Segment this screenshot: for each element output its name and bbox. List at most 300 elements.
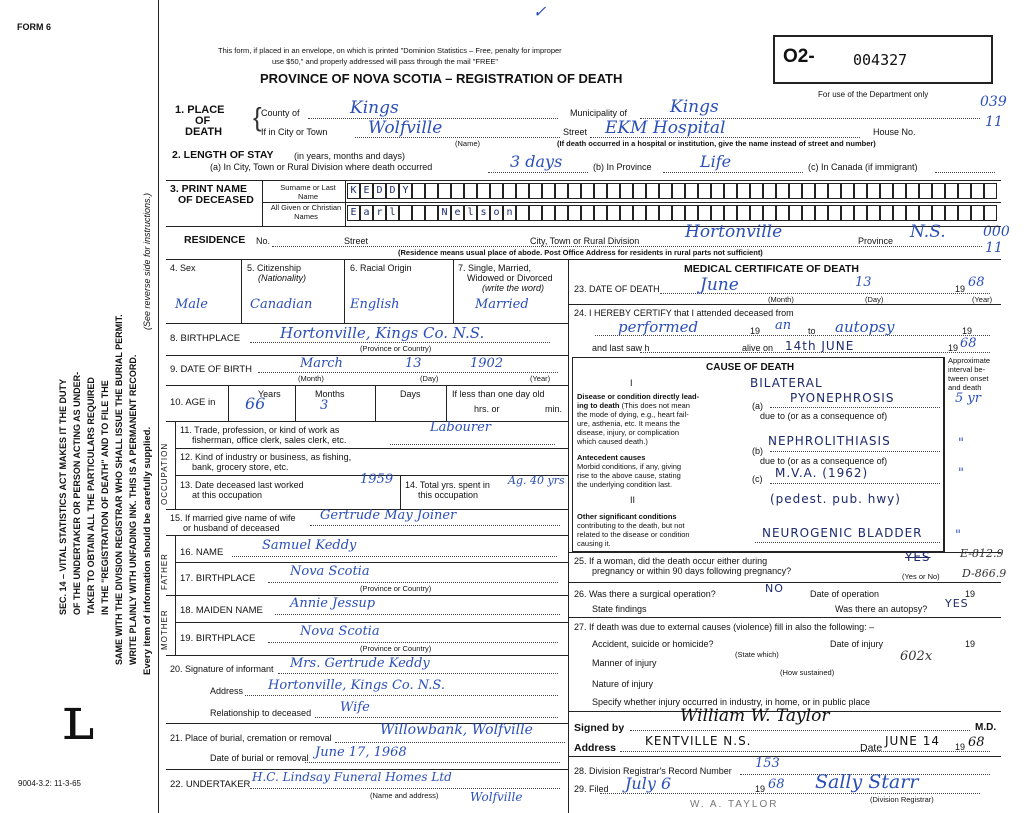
surname-letter-cell <box>880 183 893 199</box>
code-1: E-812.9 <box>960 547 1004 560</box>
surname-letter-cell <box>555 183 568 199</box>
side-text-3: TAKER TO OBTAIN ALL THE PARTICULARS REQUIRED <box>86 377 96 615</box>
surname-letter-cell <box>724 183 737 199</box>
age-days-label: Days <box>400 389 421 399</box>
q23-year-note: (Year) <box>972 295 993 304</box>
q29-19: 19 <box>755 784 766 794</box>
envelope-note-1: This form, if placed in an envelope, on which is printed "Dominion Statistics – Free, penalty for improper <box>218 46 562 55</box>
nature-label: Nature of injury <box>592 679 654 689</box>
stay-a-label: (a) In City, Town or Rural Division where death occurred <box>210 162 433 172</box>
stay-b-label: (b) In Province <box>593 162 652 172</box>
length-of-stay-label: 2. LENGTH OF STAY <box>172 149 274 161</box>
surname-letter-cell <box>815 183 828 199</box>
age-min-label: min. <box>545 404 563 414</box>
surname-letter-cell <box>685 183 698 199</box>
injury-19: 19 <box>965 639 976 649</box>
side-text-5: SAME WITH THE DIVISION REGISTRAR WHO SHALL ISSUE THE BURIAL PERMIT. <box>114 314 124 665</box>
q14-value: Ag. 40 yrs <box>508 474 565 487</box>
hospital-note: (If death occurred in a hospital or institution, give the name instead of street and number) <box>557 139 876 148</box>
q12b-label: bank, grocery store, etc. <box>192 462 289 472</box>
dob-year: 1902 <box>470 356 504 371</box>
surname-letter-cell <box>867 183 880 199</box>
surname-letter-cell: E <box>360 183 373 199</box>
dob-month-note: (Month) <box>298 374 324 383</box>
burial-date-label: Date of burial or removal <box>210 753 309 763</box>
surname-letter-cell <box>672 183 685 199</box>
q28-value: 153 <box>755 756 780 771</box>
occupation-side-label: OCCUPATION <box>160 442 169 505</box>
marital-value: Married <box>475 297 529 312</box>
given-letter-cell: l <box>464 205 477 221</box>
cause-other: NEUROGENIC BLADDER <box>762 526 923 540</box>
given-letter-cell <box>685 205 698 221</box>
q15-label: 15. If married give name of wife <box>170 513 296 523</box>
cause-b: NEPHROLITHIASIS <box>768 434 891 448</box>
form-number: FORM 6 <box>17 22 52 32</box>
given-letter-cell <box>893 205 906 221</box>
q27-label: 27. If death was due to external causes (violence) fill in also the following: – <box>574 622 875 632</box>
q11-value: Labourer <box>430 420 492 435</box>
given-letter-cell <box>932 205 945 221</box>
q13b-label: at this occupation <box>192 490 263 500</box>
stay-a-value: 3 days <box>510 152 563 171</box>
given-letter-cell: o <box>490 205 503 221</box>
given-letter-cell: s <box>477 205 490 221</box>
q23-month: June <box>700 275 739 295</box>
surname-letter-cell <box>841 183 854 199</box>
citizenship-label: 5. Citizenship <box>247 263 302 273</box>
given-letter-cell <box>763 205 776 221</box>
side-text-8: (See reverse side for instructions.) <box>142 192 152 330</box>
surname-letter-cell <box>750 183 763 199</box>
doctor-date-year: 68 <box>968 735 985 750</box>
surname-letter-cell <box>958 183 971 199</box>
surname-letter-cell <box>945 183 958 199</box>
surname-letter-cell <box>516 183 529 199</box>
citizenship-value: Canadian <box>250 297 313 312</box>
given-letter-cell: a <box>360 205 373 221</box>
print-name-label: 3. PRINT NAME OF DECEASED <box>170 183 254 206</box>
alive-year: 68 <box>960 336 977 351</box>
given-letter-cell <box>594 205 607 221</box>
doctor-date-value: JUNE 14 <box>885 734 940 748</box>
q19-value: Nova Scotia <box>300 624 380 639</box>
interval-label: Approximate interval be- tween onset and death <box>948 356 991 392</box>
given-letter-cell <box>776 205 789 221</box>
manner-code: 602x <box>900 649 933 664</box>
residence-note: (Residence means usual place of abode. Post Office Address for residents in rural parts not sufficient) <box>398 248 763 257</box>
handwritten-mark: ʟ <box>62 684 95 754</box>
birthplace-value: Hortonville, Kings Co. N.S. <box>280 324 485 342</box>
given-letter-cell: r <box>373 205 386 221</box>
surname-letter-cell <box>581 183 594 199</box>
q23-day: 13 <box>855 275 872 290</box>
surname-letter-cell <box>477 183 490 199</box>
given-letter-cell <box>789 205 802 221</box>
operation-date-label: Date of operation <box>810 589 880 599</box>
doctor-address-label: Address <box>574 742 617 754</box>
surname-letter-cell <box>594 183 607 199</box>
q13-label: 13. Date deceased last worked <box>180 480 304 490</box>
surname-letter-cell <box>711 183 724 199</box>
dob-day: 13 <box>405 356 422 371</box>
dob-month: March <box>300 356 343 371</box>
q22-label: 22. UNDERTAKER <box>170 779 251 790</box>
q14b-label: this occupation <box>418 490 479 500</box>
age-months-label: Months <box>315 389 345 399</box>
q26-label: 26. Was there a surgical operation? <box>574 589 716 599</box>
surname-letter-cell <box>828 183 841 199</box>
surname-letter-cell <box>542 183 555 199</box>
alive-on-label: alive on <box>742 343 774 353</box>
father-side-label: FATHER <box>160 553 169 590</box>
street-value: EKM Hospital <box>605 118 726 138</box>
age-hrs-label: hrs. or <box>474 404 500 414</box>
given-letter-cell <box>607 205 620 221</box>
given-letter-cell <box>802 205 815 221</box>
county-value: Kings <box>350 98 399 118</box>
signed-value: William W. Taylor <box>680 706 830 726</box>
surname-letter-cell <box>425 183 438 199</box>
dept-code-3: 000 <box>983 224 1010 240</box>
surname-letter-cell <box>412 183 425 199</box>
racial-label: 6. Racial Origin <box>350 263 412 273</box>
q17-value: Nova Scotia <box>290 564 370 579</box>
q22-note: (Name and address) <box>370 791 439 800</box>
given-letter-cell: N <box>438 205 451 221</box>
given-letter-cell <box>841 205 854 221</box>
q23-label: 23. DATE OF DEATH <box>574 284 660 294</box>
dept-use-label: For use of the Department only <box>818 90 929 99</box>
doctor-address-value: KENTVILLE N.S. <box>645 734 752 748</box>
residence-city-value: Hortonville <box>685 222 783 242</box>
side-text-7: Every item of information should be carefully supplied. <box>142 426 153 675</box>
cause-c-interval: " <box>958 466 964 481</box>
sex-label: 4. Sex <box>170 263 196 273</box>
q23-year-prefix: 19 <box>955 284 966 294</box>
q23-day-note: (Day) <box>865 295 884 304</box>
doctor-stamp: W. A. TAYLOR <box>690 799 779 810</box>
how-sustained-note: (How sustained) <box>780 668 835 677</box>
place-label: 1. PLACE OF DEATH <box>175 104 225 138</box>
residence-city-label: City, Town or Rural Division <box>530 236 640 246</box>
city-label: If in City or Town <box>261 127 328 137</box>
q15b-label: or husband of deceased <box>183 523 280 533</box>
q26-value: NO <box>765 582 784 595</box>
form-title: PROVINCE OF NOVA SCOTIA – REGISTRATION OF DEATH <box>260 71 623 86</box>
form-code: 9004-3.2: 11-3-65 <box>18 779 82 788</box>
given-letter-cell <box>672 205 685 221</box>
surname-letter-cell <box>893 183 906 199</box>
surname-letter-cell: Y <box>399 183 412 199</box>
registration-number: 004327 <box>853 51 908 69</box>
side-text-1: SEC. 14 – VITAL STATISTICS ACT MAKES IT THE DUTY <box>58 378 68 615</box>
specify-label: Specify whether injury occurred in industry, in home, or in public place <box>592 697 870 707</box>
dob-day-note: (Day) <box>420 374 439 383</box>
surname-letter-cell <box>763 183 776 199</box>
sex-value: Male <box>175 297 208 312</box>
surname-letter-cell <box>906 183 919 199</box>
surname-letter-cell <box>451 183 464 199</box>
cause-c-marker: (c) <box>752 474 763 484</box>
marital-label: 7. Single, Married, Widowed or Divorced (write the word) <box>458 263 553 293</box>
given-letter-cell: E <box>347 205 360 221</box>
q23-year: 68 <box>968 275 985 290</box>
length-of-stay-sub: (in years, months and days) <box>294 151 406 161</box>
q16-value: Samuel Keddy <box>262 538 357 553</box>
last-saw-label: and last saw h <box>592 343 650 353</box>
autopsy-value: YES <box>945 597 969 610</box>
surname-letter-cell <box>737 183 750 199</box>
residence-label: RESIDENCE <box>184 234 246 246</box>
registration-number-box <box>773 35 993 84</box>
q12-label: 12. Kind of industry or business, as fishing, <box>180 452 352 462</box>
side-text-4: IN THE "REGISTRATION OF DEATH" AND TO FILE THE <box>100 380 110 615</box>
surname-letter-cell <box>646 183 659 199</box>
surname-letter-cell <box>698 183 711 199</box>
accident-label: Accident, suicide or homicide? <box>592 639 714 649</box>
q28-label: 28. Division Registrar's Record Number <box>574 766 732 776</box>
municipality-label: Municipality of <box>570 108 628 118</box>
surname-letter-cell <box>529 183 542 199</box>
cause-a-prefix: BILATERAL <box>750 376 823 390</box>
given-letter-cell <box>581 205 594 221</box>
q24-from-word: an <box>775 318 792 333</box>
q22-value: H.C. Lindsay Funeral Homes Ltd <box>252 770 452 784</box>
given-letter-cell <box>828 205 841 221</box>
roman-1: I <box>630 378 633 388</box>
surname-label: Surname or Last Name <box>280 183 336 201</box>
given-letter-cell <box>984 205 997 221</box>
envelope-note-2: use $50," and properly addressed will pass through the mail "FREE" <box>272 57 499 66</box>
surname-letter-cell <box>633 183 646 199</box>
surname-letter-cell <box>503 183 516 199</box>
q18-label: 18. MAIDEN NAME <box>180 605 263 616</box>
city-name-note: (Name) <box>455 139 481 148</box>
cause-b-marker: (b) <box>752 446 763 456</box>
cause-heading: CAUSE OF DEATH <box>706 362 795 373</box>
racial-value: English <box>350 297 400 312</box>
q11b-label: fisherman, office clerk, sales clerk, etc. <box>192 435 347 445</box>
q21-value: Willowbank, Wolfville <box>380 722 533 738</box>
dept-code-1: 039 <box>980 94 1007 110</box>
informant-address-label: Address <box>210 686 244 696</box>
cause-b-interval: " <box>958 436 964 451</box>
doctor-date-19: 19 <box>955 742 966 752</box>
given-letter-cell <box>620 205 633 221</box>
given-letter-cell <box>945 205 958 221</box>
q14-label: 14. Total yrs. spent in <box>405 480 490 490</box>
dob-year-note: (Year) <box>530 374 551 383</box>
mother-side-label: MOTHER <box>160 609 169 650</box>
q25-note: (Yes or No) <box>902 572 940 581</box>
surname-letter-cell: D <box>386 183 399 199</box>
given-label: All Given or Christian Names <box>270 203 342 221</box>
residence-province-value: N.S. <box>910 222 946 242</box>
residence-province-label: Province <box>858 236 894 246</box>
given-letter-cell <box>854 205 867 221</box>
given-letter-cell <box>711 205 724 221</box>
given-letter-cell <box>815 205 828 221</box>
surname-letter-cell <box>490 183 503 199</box>
surname-letter-cell <box>984 183 997 199</box>
q11-label: 11. Trade, profession, or kind of work as <box>180 425 340 435</box>
cause-a: PYONEPHROSIS <box>790 391 895 405</box>
house-label: House No. <box>873 127 916 137</box>
code-2: D-866.9 <box>962 567 1007 580</box>
age-years-value: 66 <box>245 394 266 413</box>
stay-b-value: Life <box>700 152 732 171</box>
surname-letter-cell <box>971 183 984 199</box>
disease-label: Disease or condition directly lead- ing to death (This does not mean the mode of dying, e.g., heart fail- ure, asthenia, etc. It means the disease, injury, or complication which caused death.) <box>577 392 700 446</box>
given-letter-cell <box>399 205 412 221</box>
given-letter-cell <box>425 205 438 221</box>
q21-label: 21. Place of burial, cremation or removal <box>170 733 332 743</box>
cause-a-marker: (a) <box>752 401 763 411</box>
side-text-6: WRITE PLAINLY WITH UNFADING INK. THIS IS A PERMANENT RECORD. <box>128 354 138 665</box>
due-to-2: due to (or as a consequence of) <box>760 456 888 466</box>
given-letter-cell <box>867 205 880 221</box>
given-letter-cell: e <box>451 205 464 221</box>
operation-19: 19 <box>965 589 976 599</box>
surname-letter-cell <box>607 183 620 199</box>
registrar-note: (Division Registrar) <box>870 795 934 804</box>
q24-19a: 19 <box>750 326 761 336</box>
age-label: 10. AGE in <box>170 397 216 408</box>
informant-address-value: Hortonville, Kings Co. N.S. <box>268 678 446 693</box>
q25-value: YES <box>905 550 931 564</box>
residence-no-label: No. <box>256 236 271 246</box>
q20-label: 20. Signature of informant <box>170 664 274 674</box>
antecedent-label: Antecedent causes Morbid conditions, if any, giving rise to the above cause, stating the underlying condition last. <box>577 453 682 489</box>
q25-label: 25. If a woman, did the death occur either during <box>574 556 768 566</box>
q29-year: 68 <box>768 777 785 792</box>
q24-19b: 19 <box>962 326 973 336</box>
q22-value-2: Wolfville <box>470 790 523 804</box>
alive-19: 19 <box>948 343 959 353</box>
q15-value: Gertrude May Joiner <box>320 508 457 523</box>
surname-letter-cell: K <box>347 183 360 199</box>
registration-prefix: O2- <box>783 46 815 67</box>
residence-street-label: Street <box>344 236 369 246</box>
given-letter-cell <box>958 205 971 221</box>
given-letter-cell <box>906 205 919 221</box>
given-letter-cell <box>724 205 737 221</box>
surname-letter-cell <box>620 183 633 199</box>
q24-from: performed <box>618 318 699 336</box>
manner-label: Manner of injury <box>592 658 657 668</box>
autopsy-label: Was there an autopsy? <box>835 604 928 614</box>
given-letter-cell <box>555 205 568 221</box>
given-letter-cell <box>568 205 581 221</box>
age-years-label: Years <box>258 389 281 399</box>
municipality-value: Kings <box>670 97 719 117</box>
cause-c-note: (pedest. pub. hwy) <box>770 492 901 506</box>
surname-letter-cell <box>776 183 789 199</box>
given-letter-cell <box>542 205 555 221</box>
cause-c: M.V.A. (1962) <box>775 466 869 480</box>
given-letter-cell <box>971 205 984 221</box>
q29-value: July 6 <box>625 774 672 793</box>
medical-heading: MEDICAL CERTIFICATE OF DEATH <box>684 263 859 275</box>
q18-value: Annie Jessup <box>290 596 376 611</box>
age-less-label: If less than one day old <box>452 389 545 399</box>
dob-label: 9. DATE OF BIRTH <box>170 364 252 375</box>
given-letter-cell <box>633 205 646 221</box>
q24-to-label: to <box>808 326 816 336</box>
stay-c-label: (c) In Canada (if immigrant) <box>808 162 918 172</box>
age-months-value: 3 <box>320 398 329 413</box>
q24-to: autopsy <box>835 318 895 336</box>
given-letter-cell <box>698 205 711 221</box>
birthplace-label: 8. BIRTHPLACE <box>170 333 241 344</box>
given-letter-cell <box>516 205 529 221</box>
roman-2: II <box>630 495 636 505</box>
check-mark-icon: ✓ <box>533 2 547 21</box>
alive-value: 14th JUNE <box>785 339 855 353</box>
given-letter-cell: n <box>503 205 516 221</box>
surname-letter-cell <box>802 183 815 199</box>
given-letter-cell <box>659 205 672 221</box>
surname-letter-cell <box>464 183 477 199</box>
surname-letter-cell <box>438 183 451 199</box>
due-to-1: due to (or as a consequence of) <box>760 411 888 421</box>
given-letter-cell: l <box>386 205 399 221</box>
signed-label: Signed by <box>574 722 625 734</box>
street-label: Street <box>563 127 588 137</box>
surname-letter-cell: D <box>373 183 386 199</box>
q20-value: Mrs. Gertrude Keddy <box>290 656 430 671</box>
burial-date-value: June 17, 1968 <box>315 745 407 760</box>
q19-label: 19. BIRTHPLACE <box>180 633 256 644</box>
county-label: County of <box>261 108 300 118</box>
dept-code-4: 11 <box>985 240 1003 256</box>
q13-value: 1959 <box>360 472 394 487</box>
given-letter-cell <box>529 205 542 221</box>
q29-label: 29. Filed <box>574 784 609 794</box>
other-label: Other significant conditions contributing to the death, but not related to the disease or condition causing it. <box>577 512 690 548</box>
city-value: Wolfville <box>368 118 443 138</box>
q19-note: (Province or Country) <box>360 644 432 653</box>
cause-a-interval: 5 yr <box>955 391 981 406</box>
relationship-label: Relationship to deceased <box>210 708 312 718</box>
surname-letter-cell <box>568 183 581 199</box>
q17-note: (Province or Country) <box>360 584 432 593</box>
surname-letter-cell <box>659 183 672 199</box>
cause-other-interval: " <box>955 528 961 543</box>
relationship-value: Wife <box>340 700 370 715</box>
doctor-date-label: Date <box>860 742 883 754</box>
given-letter-cell <box>750 205 763 221</box>
state-findings-label: State findings <box>592 604 647 614</box>
dept-code-2: 11 <box>985 114 1003 130</box>
surname-letter-cell <box>932 183 945 199</box>
surname-letter-cell <box>919 183 932 199</box>
injury-date-label: Date of injury <box>830 639 884 649</box>
registrar-value: Sally Starr <box>815 771 919 793</box>
surname-letter-cell <box>854 183 867 199</box>
q17-label: 17. BIRTHPLACE <box>180 573 256 584</box>
given-letter-cell <box>412 205 425 221</box>
given-letter-cell <box>646 205 659 221</box>
md-label: M.D. <box>975 722 997 733</box>
side-text-2: OF THE UNDERTAKER OR PERSON ACTING AS UNDER- <box>72 371 82 615</box>
birthplace-note: (Province or Country) <box>360 344 432 353</box>
q25b-label: pregnancy or within 90 days following pregnancy? <box>592 566 792 576</box>
q24-label: 24. I HEREBY CERTIFY that I attended deceased from <box>574 308 794 318</box>
given-letter-cell <box>737 205 750 221</box>
state-which-note: (State which) <box>735 650 779 659</box>
